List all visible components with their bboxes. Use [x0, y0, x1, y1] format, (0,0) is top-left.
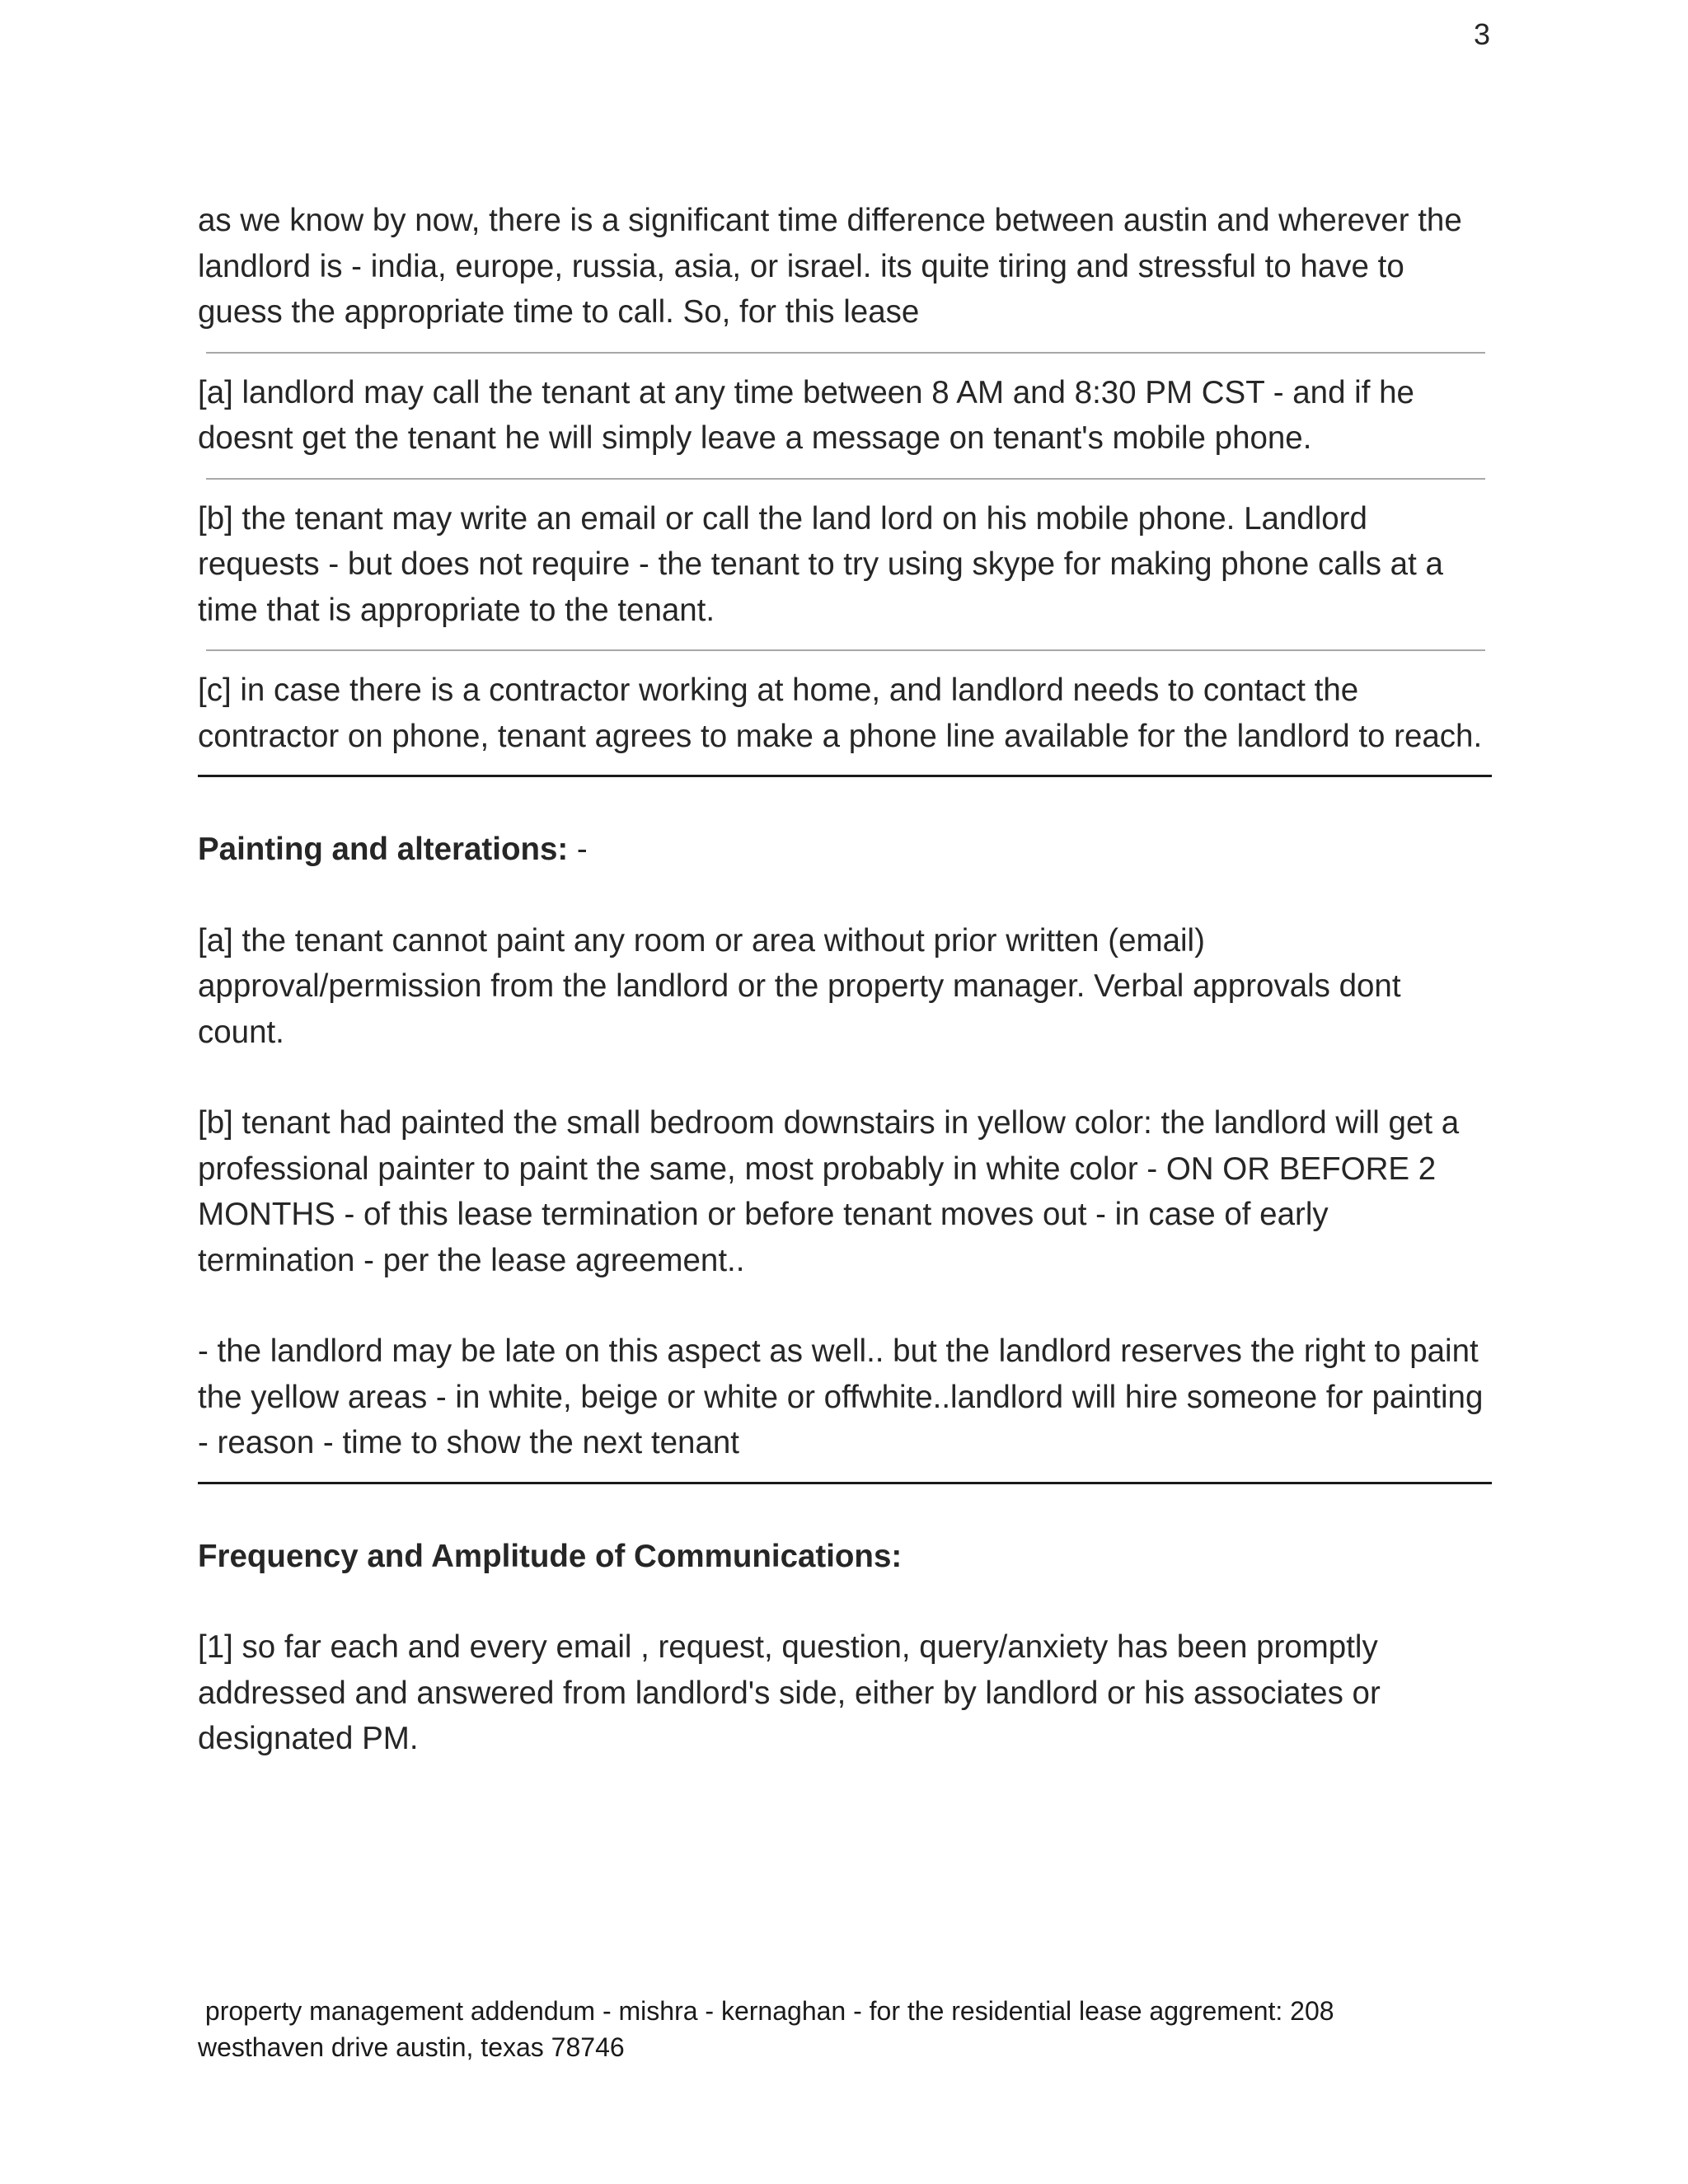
section-divider	[206, 478, 1485, 480]
document-body	[198, 198, 1492, 1762]
footer-line-2: westhaven drive austin, texas 78746	[198, 2032, 625, 2062]
painting-heading	[198, 827, 1492, 873]
section-rule	[198, 1482, 1492, 1484]
painting-clause-a: [a] the tenant cannot paint any room or area without prior written (email) approval/permission from the landlord or the property manager. Verbal approvals dont count.	[198, 922, 1401, 1050]
painting-heading-suffix: -	[568, 832, 588, 867]
page-footer	[198, 1993, 1492, 2065]
painting-clause-b: [b] tenant had painted the small bedroom downstairs in yellow color: the landlord will get a professional painter to paint the same, most probably in white color - ON OR BEFORE 2 MONTHS - of this lease termination or before tenant moves out - in case of early termination - per the lease agreement..	[198, 1105, 1460, 1278]
communications-heading-title: Frequency and Amplitude of Communications:	[198, 1538, 903, 1574]
painting-note: - the landlord may be late on this aspect as well.. but the landlord reserves the right to paint the yellow areas - in white, beige or white or offwhite..landlord will hire someone for painting - reason - time to show the next tenant	[198, 1333, 1484, 1460]
communications-heading	[198, 1534, 1492, 1580]
calling-rule-c: [c] in case there is a contractor working at home, and landlord needs to contact the contractor on phone, tenant agrees to make a phone line available for the landlord to reach.	[198, 673, 1483, 754]
section-divider	[206, 352, 1485, 354]
page-number: 3	[1473, 17, 1490, 51]
intro-paragraph: as we know by now, there is a significant time difference between austin and wherever the landlord is - india, europe, russia, asia, or israel. its quite tiring and stressful to have to guess the appropriate time to call. So, for this lease	[198, 203, 1462, 330]
communications-item-1: [1] so far each and every email , request, question, query/anxiety has been promptly addressed and answered from landlord's side, either by landlord or his associates or designated PM.	[198, 1629, 1381, 1756]
painting-heading-title: Painting and alterations:	[198, 832, 569, 867]
calling-rule-b: [b] the tenant may write an email or call the land lord on his mobile phone. Landlord requests - but does not require - the tenant to try using skype for making phone calls at a time that is appropriate to the tenant.	[198, 500, 1443, 628]
section-rule	[198, 775, 1492, 777]
section-divider	[206, 649, 1485, 651]
calling-rule-a: [a] landlord may call the tenant at any time between 8 AM and 8:30 PM CST - and if he doesnt get the tenant he will simply leave a message on tenant's mobile phone.	[198, 374, 1414, 456]
footer-line-1: property management addendum - mishra - kernaghan - for the residential lease aggrement: 208	[198, 1996, 1334, 2026]
